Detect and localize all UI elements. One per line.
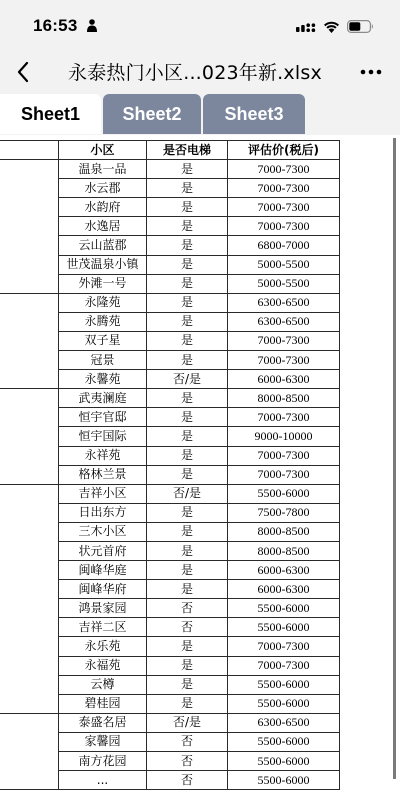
empty-cell — [340, 179, 396, 198]
table-row — [0, 160, 396, 179]
empty-cell — [340, 732, 396, 751]
cell-community-name[interactable]: 碧桂园 — [59, 694, 147, 713]
empty-cell — [340, 236, 396, 255]
empty-cell — [340, 541, 396, 560]
cell-price[interactable]: 7000-7300 — [228, 351, 340, 370]
cell-price[interactable]: 8000-8500 — [228, 522, 340, 541]
data-table — [0, 140, 396, 790]
cell-elevator[interactable]: 是 — [147, 541, 228, 560]
cell-price[interactable]: 5500-6000 — [228, 732, 340, 751]
cell-community-name[interactable]: 恒宇官邸 — [59, 408, 147, 427]
empty-cell — [340, 503, 396, 522]
spreadsheet-view[interactable] — [0, 138, 400, 787]
cell-elevator[interactable]: 是 — [147, 637, 228, 656]
cell-price[interactable]: 5500-6000 — [228, 599, 340, 618]
file-title: 永泰热门小区...023年新.xlsx — [68, 62, 322, 84]
cell-elevator[interactable]: 是 — [147, 446, 228, 465]
table-row — [0, 599, 396, 618]
merged-group-cell[interactable] — [0, 484, 59, 713]
header-blank-cell — [0, 141, 59, 160]
table-row — [0, 446, 396, 465]
cell-price[interactable]: 6800-7000 — [228, 236, 340, 255]
cell-price[interactable]: 9000-10000 — [228, 427, 340, 446]
cell-price[interactable]: 7000-7300 — [228, 217, 340, 236]
cell-community-name[interactable]: 永乐苑 — [59, 637, 147, 656]
table-row — [0, 198, 396, 217]
table-row — [0, 179, 396, 198]
cell-price[interactable]: 5000-5500 — [228, 255, 340, 274]
empty-cell — [340, 771, 396, 790]
cell-community-name[interactable]: 外滩一号 — [59, 274, 147, 293]
cell-community-name[interactable]: 家馨园 — [59, 732, 147, 751]
cell-price[interactable]: 5500-6000 — [228, 694, 340, 713]
table-row — [0, 217, 396, 236]
table-row — [0, 389, 396, 408]
cell-elevator[interactable]: 是 — [147, 656, 228, 675]
cell-community-name[interactable]: 冠景 — [59, 351, 147, 370]
cell-community-name[interactable]: 水逸居 — [59, 217, 147, 236]
cell-price[interactable]: 7000-7300 — [228, 179, 340, 198]
empty-cell — [340, 217, 396, 236]
empty-cell — [340, 637, 396, 656]
cell-community-name[interactable]: 格林兰景 — [59, 465, 147, 484]
cell-price[interactable]: 5500-6000 — [228, 752, 340, 771]
empty-cell — [340, 522, 396, 541]
table-row — [0, 427, 396, 446]
empty-cell — [340, 351, 396, 370]
empty-cell — [340, 331, 396, 350]
empty-cell — [340, 599, 396, 618]
table-row — [0, 293, 396, 312]
empty-cell — [340, 580, 396, 599]
cell-elevator[interactable]: 是 — [147, 255, 228, 274]
cell-price[interactable]: 6300-6500 — [228, 293, 340, 312]
status-time: 16:53 — [33, 16, 78, 35]
empty-cell — [340, 427, 396, 446]
empty-cell — [340, 370, 396, 389]
merged-group-cell[interactable] — [0, 160, 59, 294]
cell-community-name[interactable]: 闽峰华府 — [59, 580, 147, 599]
cell-community-name[interactable]: 云山蓝郡 — [59, 236, 147, 255]
table-row — [0, 541, 396, 560]
cell-elevator[interactable]: 是 — [147, 389, 228, 408]
cell-community-name[interactable]: 世茂温泉小镇 — [59, 255, 147, 274]
empty-cell — [340, 255, 396, 274]
cell-elevator[interactable]: 是 — [147, 427, 228, 446]
table-row — [0, 713, 396, 732]
cell-community-name[interactable]: 鸿景家园 — [59, 599, 147, 618]
cell-community-name[interactable]: 水云郡 — [59, 179, 147, 198]
empty-cell — [340, 675, 396, 694]
sheet-tabs — [0, 92, 400, 135]
cell-price[interactable]: 7000-7300 — [228, 446, 340, 465]
empty-cell — [340, 274, 396, 293]
table-row — [0, 255, 396, 274]
empty-cell — [340, 752, 396, 771]
cell-price[interactable]: 6000-6300 — [228, 580, 340, 599]
cell-community-name[interactable]: 吉祥小区 — [59, 484, 147, 503]
ellipsis-icon[interactable] — [360, 69, 382, 75]
cellular-dots-icon — [296, 20, 316, 32]
table-row — [0, 274, 396, 293]
cell-elevator[interactable]: 是 — [147, 351, 228, 370]
cell-community-name[interactable]: 永福苑 — [59, 656, 147, 675]
cell-community-name[interactable]: 三木小区 — [59, 522, 147, 541]
table-row — [0, 732, 396, 751]
merged-group-cell[interactable] — [0, 293, 59, 388]
table-row — [0, 503, 396, 522]
cell-elevator[interactable]: 是 — [147, 312, 228, 331]
cell-community-name[interactable]: 闽峰华庭 — [59, 561, 147, 580]
battery-icon — [347, 20, 374, 33]
header-empty-cell — [340, 141, 396, 160]
cell-price[interactable]: 7000-7300 — [228, 656, 340, 675]
cell-elevator[interactable]: 是 — [147, 236, 228, 255]
cell-elevator[interactable]: 是 — [147, 331, 228, 350]
cell-elevator[interactable]: 是 — [147, 675, 228, 694]
cell-elevator[interactable]: 是 — [147, 465, 228, 484]
header-elevator[interactable]: 是否电梯 — [147, 141, 228, 160]
cell-elevator[interactable]: 是 — [147, 293, 228, 312]
cell-community-name[interactable]: 状元首府 — [59, 541, 147, 560]
cell-elevator[interactable]: 否 — [147, 752, 228, 771]
status-bar — [0, 0, 400, 52]
table-row — [0, 675, 396, 694]
empty-cell — [340, 293, 396, 312]
table-row — [0, 752, 396, 771]
cell-price[interactable]: 5500-6000 — [228, 484, 340, 503]
chevron-left-icon[interactable] — [14, 60, 32, 84]
empty-cell — [340, 312, 396, 331]
cell-community-name[interactable]: 双子星 — [59, 331, 147, 350]
cell-elevator[interactable]: 否 — [147, 599, 228, 618]
tab-strip-empty — [305, 94, 400, 134]
cell-elevator[interactable]: 否 — [147, 732, 228, 751]
empty-cell — [340, 446, 396, 465]
cell-elevator[interactable]: 是 — [147, 522, 228, 541]
cell-elevator[interactable]: 否/是 — [147, 713, 228, 732]
table-body — [0, 160, 396, 790]
table-row — [0, 331, 396, 350]
empty-cell — [340, 656, 396, 675]
empty-cell — [340, 408, 396, 427]
cell-elevator[interactable]: 是 — [147, 217, 228, 236]
cell-price[interactable]: 7500-7800 — [228, 503, 340, 522]
cell-elevator[interactable]: 是 — [147, 198, 228, 217]
cell-community-name[interactable]: 恒宇国际 — [59, 427, 147, 446]
cell-price[interactable]: 5500-6000 — [228, 675, 340, 694]
cell-price[interactable]: 7000-7300 — [228, 637, 340, 656]
cell-community-name[interactable]: 南方花园 — [59, 752, 147, 771]
table-row — [0, 694, 396, 713]
cell-price[interactable]: 6300-6500 — [228, 713, 340, 732]
cell-price[interactable]: 5500-6000 — [228, 618, 340, 637]
table-row — [0, 618, 396, 637]
cell-price[interactable]: 5500-6000 — [228, 771, 340, 790]
cell-elevator[interactable]: 否/是 — [147, 370, 228, 389]
empty-cell — [340, 198, 396, 217]
cell-elevator[interactable]: 是 — [147, 503, 228, 522]
cell-price[interactable]: 6000-6300 — [228, 370, 340, 389]
cell-price[interactable]: 8000-8500 — [228, 541, 340, 560]
cell-community-name[interactable]: 云樽 — [59, 675, 147, 694]
empty-cell — [340, 389, 396, 408]
header-row — [0, 141, 396, 160]
merged-group-cell[interactable] — [0, 389, 59, 484]
table-row — [0, 771, 396, 790]
cell-price[interactable]: 5000-5500 — [228, 274, 340, 293]
empty-cell — [340, 561, 396, 580]
table-row — [0, 465, 396, 484]
tab-sheet3[interactable]: Sheet3 — [203, 94, 305, 134]
cell-community-name[interactable]: 武夷澜庭 — [59, 389, 147, 408]
cell-community-name[interactable]: 永祥苑 — [59, 446, 147, 465]
merged-group-cell[interactable] — [0, 713, 59, 789]
cell-elevator[interactable]: 是 — [147, 561, 228, 580]
empty-cell — [340, 160, 396, 179]
cell-elevator[interactable]: 是 — [147, 580, 228, 599]
table-row — [0, 408, 396, 427]
table-row — [0, 370, 396, 389]
cell-elevator[interactable]: 否 — [147, 771, 228, 790]
cell-elevator[interactable]: 是 — [147, 274, 228, 293]
cell-elevator[interactable]: 是 — [147, 160, 228, 179]
table-row — [0, 236, 396, 255]
cell-elevator[interactable]: 否 — [147, 618, 228, 637]
cell-price[interactable]: 7000-7300 — [228, 331, 340, 350]
cell-elevator[interactable]: 否/是 — [147, 484, 228, 503]
empty-cell — [340, 694, 396, 713]
scroll-indicator[interactable] — [393, 138, 396, 779]
cell-community-name[interactable]: 永隆苑 — [59, 293, 147, 312]
cell-community-name[interactable]: 泰盛名居 — [59, 713, 147, 732]
empty-cell — [340, 713, 396, 732]
cell-price[interactable]: 6300-6500 — [228, 312, 340, 331]
cell-price[interactable]: 7000-7300 — [228, 465, 340, 484]
cell-community-name[interactable]: 吉祥二区 — [59, 618, 147, 637]
nav-bar — [0, 52, 400, 92]
status-icons — [296, 18, 374, 34]
header-name[interactable]: 小区 — [59, 141, 147, 160]
empty-cell — [340, 618, 396, 637]
cell-community-name[interactable]: 永腾苑 — [59, 312, 147, 331]
cell-price[interactable]: 6000-6300 — [228, 561, 340, 580]
wifi-icon — [323, 20, 340, 33]
tab-sheet1[interactable]: Sheet1 — [0, 94, 101, 134]
cell-community-name[interactable]: 温泉一品 — [59, 160, 147, 179]
empty-cell — [340, 465, 396, 484]
table-row — [0, 656, 396, 675]
cell-community-name[interactable]: 水韵府 — [59, 198, 147, 217]
cell-community-name[interactable]: 永馨苑 — [59, 370, 147, 389]
cell-elevator[interactable]: 是 — [147, 694, 228, 713]
table-row — [0, 561, 396, 580]
person-fill-icon — [87, 19, 97, 32]
table-row — [0, 312, 396, 331]
cell-price[interactable]: 7000-7300 — [228, 408, 340, 427]
tab-sheet2[interactable]: Sheet2 — [103, 94, 201, 134]
table-row — [0, 484, 396, 503]
cell-elevator[interactable]: 是 — [147, 408, 228, 427]
table-row — [0, 637, 396, 656]
table-row — [0, 522, 396, 541]
cell-price[interactable]: 7000-7300 — [228, 198, 340, 217]
header-price[interactable]: 评估价(税后) — [228, 141, 340, 160]
table-row — [0, 580, 396, 599]
empty-cell — [340, 484, 396, 503]
cell-community-name[interactable]: ... — [59, 771, 147, 790]
cell-price[interactable]: 8000-8500 — [228, 389, 340, 408]
table-row — [0, 351, 396, 370]
cell-price[interactable]: 7000-7300 — [228, 160, 340, 179]
cell-community-name[interactable]: 日出东方 — [59, 503, 147, 522]
cell-elevator[interactable]: 是 — [147, 179, 228, 198]
